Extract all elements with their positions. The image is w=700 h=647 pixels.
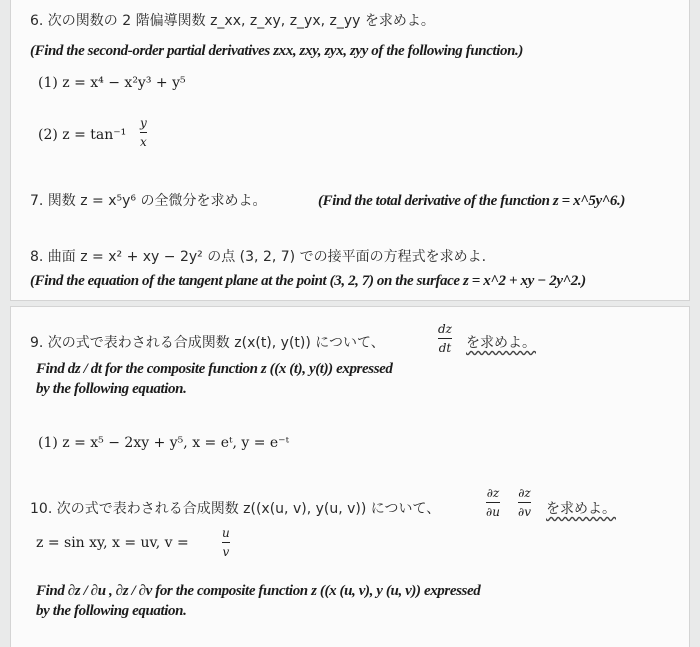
q6-item-2: (2) z = tan⁻¹ — [38, 127, 127, 143]
q6-item-2-numerator: y — [140, 116, 147, 130]
q9-fraction-denominator: dt — [438, 341, 452, 355]
q10-equation: z = sin xy, x = uv, v = — [36, 535, 189, 551]
q10-equation-numerator: u — [222, 526, 230, 540]
q7-header: 7. 関数 z = x⁵y⁶ の全微分を求めよ。 — [30, 193, 267, 209]
q6-instruction: (Find the second-order partial derivatives zxx, zxy, zyx, zyy of the following function.) — [30, 43, 523, 59]
q10-equation-fraction — [222, 526, 230, 559]
q6-item-1: (1) z = x⁴ − x²y³ + y⁵ — [38, 75, 186, 91]
q9-header-tail: を求めよ。 — [466, 335, 536, 351]
q9-fraction — [438, 322, 452, 355]
q9-item-1: (1) z = x⁵ − 2xy + y⁵, x = eᵗ, y = e⁻ᵗ — [38, 435, 290, 451]
q10-header-tail: を求めよ。 — [546, 501, 616, 517]
q8-instruction: (Find the equation of the tangent plane at the point (3, 2, 7) on the surface z = x^2 + xy − 2y^2.) — [30, 273, 586, 289]
q10-instruction-line-1: Find ∂z / ∂u , ∂z / ∂v for the composite function z ((x (u, v), y (u, v)) expressed — [36, 583, 481, 599]
q9-fraction-numerator: dz — [438, 322, 453, 336]
q7-instruction: (Find the total derivative of the function z = x^5y^6.) — [318, 193, 625, 209]
q10-fraction-2 — [518, 486, 531, 519]
q10-fraction-2-denominator: ∂v — [518, 505, 531, 519]
q6-item-2-fraction — [140, 116, 147, 149]
q10-fraction-1-denominator: ∂u — [486, 505, 500, 519]
q9-instruction-line-1: Find dz / dt for the composite function z ((x (t), y(t)) expressed — [36, 361, 393, 377]
q10-instruction-line-2: by the following equation. — [36, 603, 187, 619]
q10-fraction-2-numerator: ∂z — [518, 486, 531, 500]
q10-header: 10. 次の式で表わされる合成関数 z((x(u, v), y(u, v)) について、 — [30, 501, 441, 517]
q6-header: 6. 次の関数の 2 階偏導関数 z_xx, z_xy, z_yx, z_yy を求めよ。 — [30, 13, 435, 29]
q10-fraction-1 — [486, 486, 500, 519]
q9-instruction-line-2: by the following equation. — [36, 381, 187, 397]
q10-fraction-1-numerator: ∂z — [486, 486, 500, 500]
q10-equation-denominator: v — [222, 545, 230, 559]
q6-item-2-denominator: x — [140, 135, 147, 149]
q8-header: 8. 曲面 z = x² + xy − 2y² の点 (3, 2, 7) での接平面の方程式を求めよ. — [30, 249, 487, 265]
q9-header: 9. 次の式で表わされる合成関数 z(x(t), y(t)) について、 — [30, 335, 385, 351]
